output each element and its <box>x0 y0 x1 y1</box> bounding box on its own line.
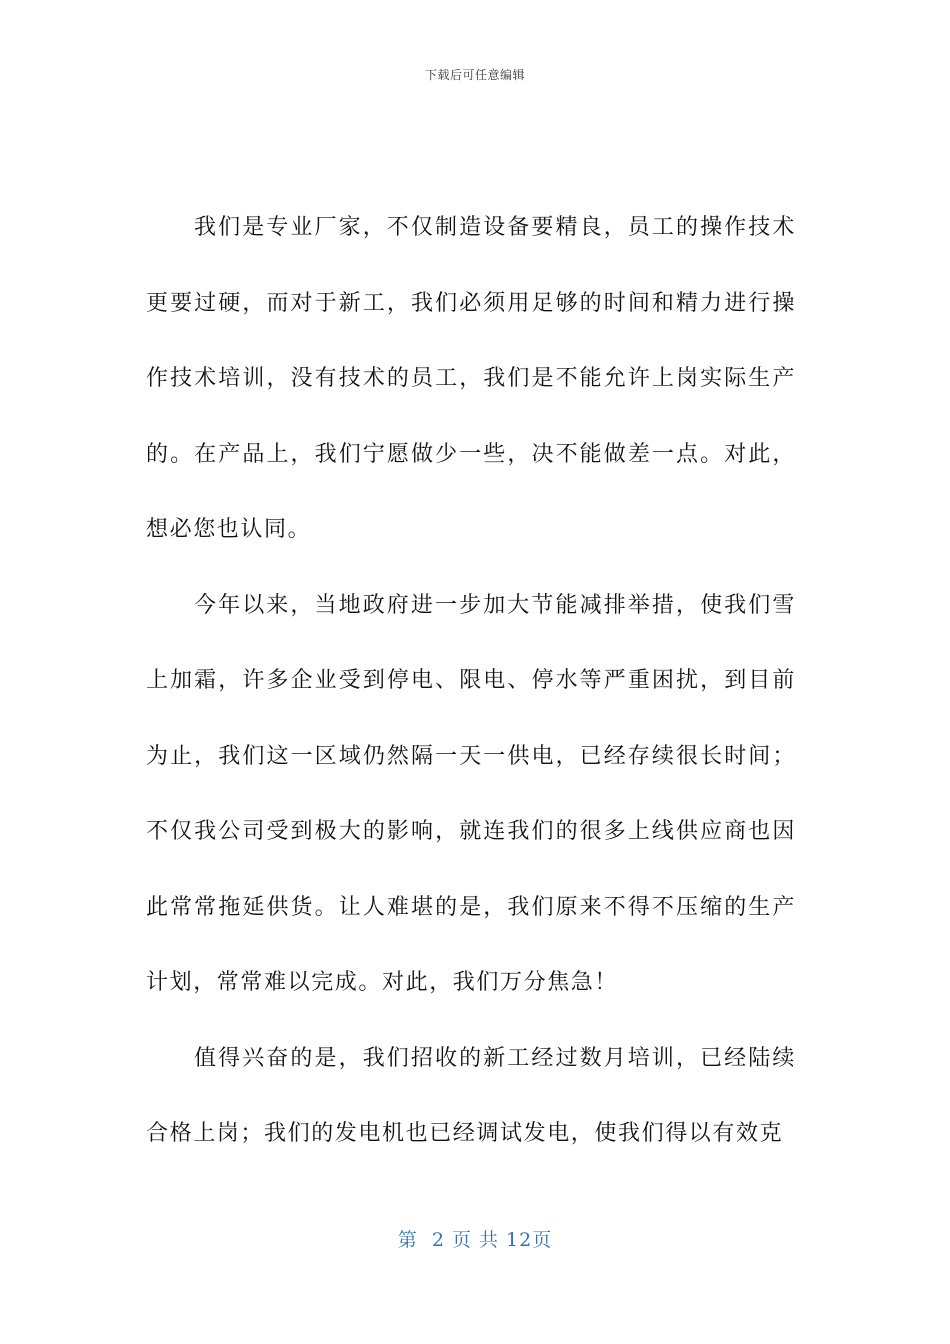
paragraph-1: 我们是专业厂家，不仅制造设备要精良，员工的操作技术更要过硬，而对于新工，我们必须用足够的时间和精力进行操作技术培训，没有技术的员工，我们是不能允许上岗实际生产的。在产品上，我们宁愿做少一些，决不能做差一点。对此，想必您也认同。 <box>146 215 796 542</box>
paragraph-2: 今年以来，当地政府进一步加大节能减排举措，使我们雪上加霜，许多企业受到停电、限电、停水等严重困扰，到目前为止，我们这一区域仍然隔一天一供电，已经存续很长时间；不仅我公司受到极大的影响，就连我们的很多上线供应商也因此常常拖延供货。让人难堪的是，我们原来不得不压缩的生产计划，常常难以完成。对此，我们万分焦急！ <box>146 592 796 995</box>
page-number-footer: 第 2 页 共 12页 <box>397 1229 553 1251</box>
page-header: 下载后可任意编辑 <box>424 68 525 82</box>
document-body <box>146 190 796 1172</box>
paragraph-3: 值得兴奋的是，我们招收的新工经过数月培训，已经陆续合格上岗；我们的发电机也已经调试发电，使我们得以有效克 <box>146 1045 796 1146</box>
